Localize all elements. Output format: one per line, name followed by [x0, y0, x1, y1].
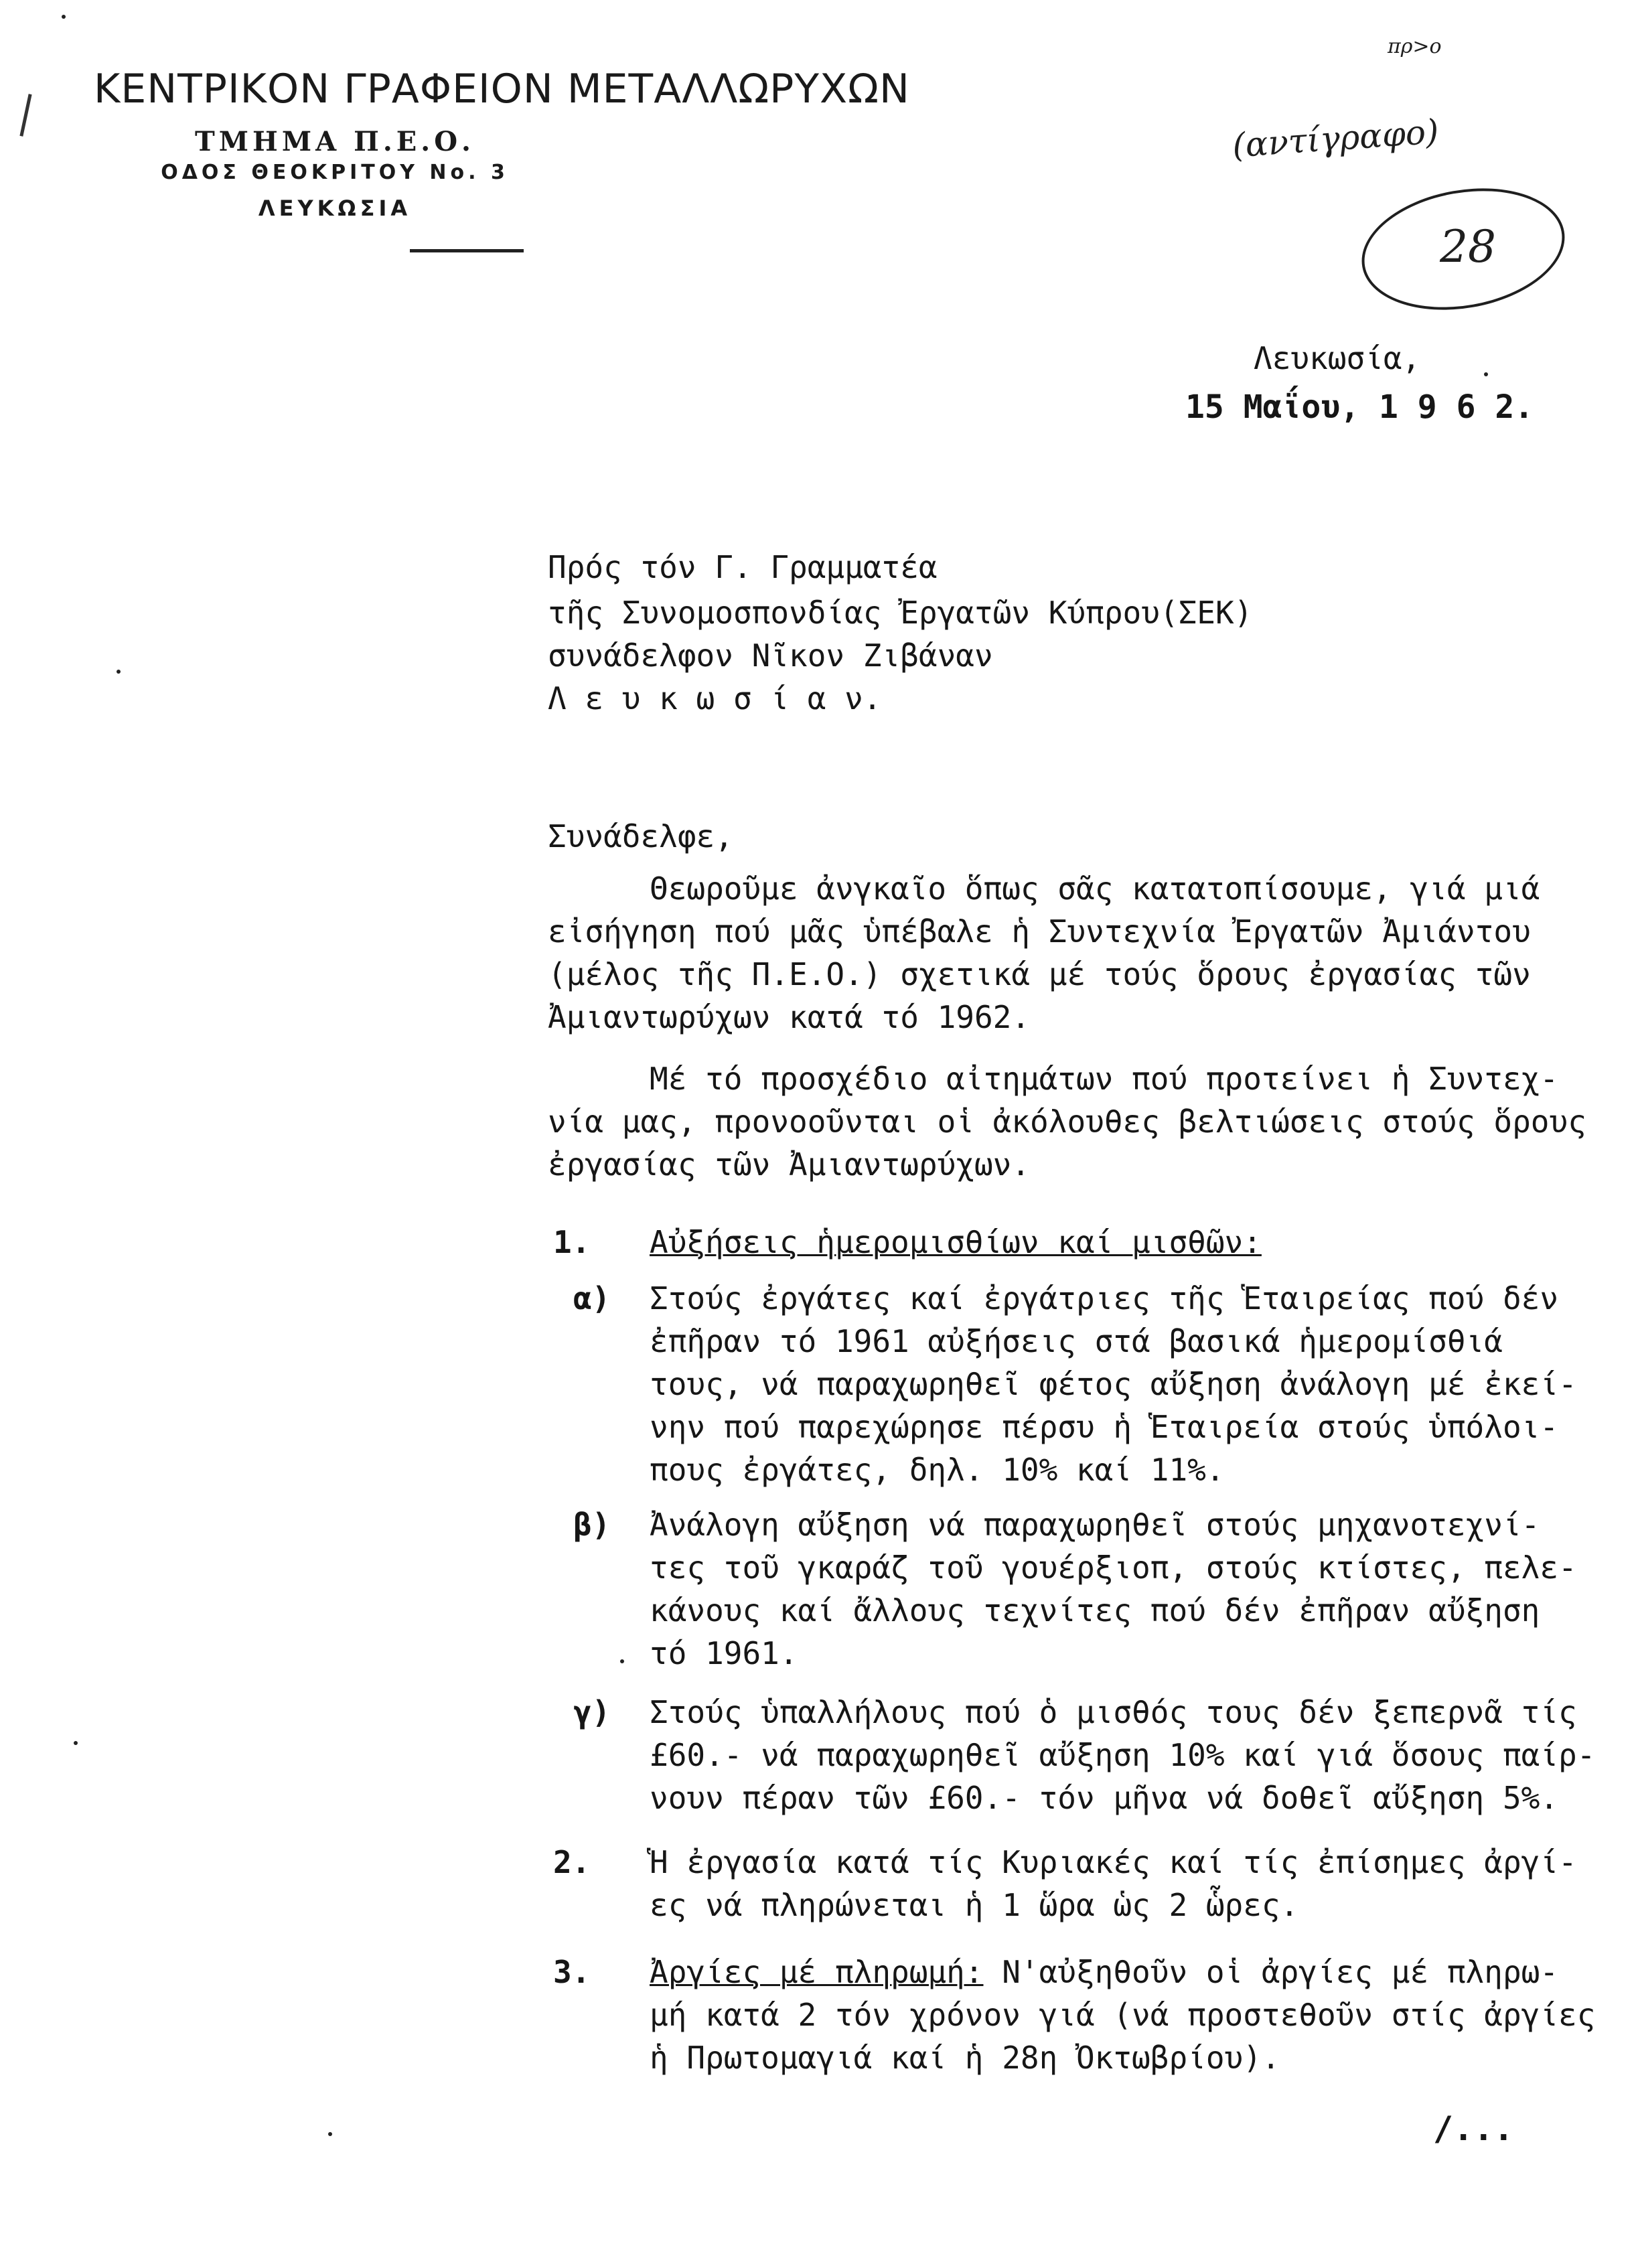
subitem-label: γ) [573, 1694, 611, 1730]
paragraph-line: Θεωροῦμε ἀνγκαῖο ὅπως σᾶς κατατοπίσουμε, γιά μιά [650, 871, 1540, 907]
letterhead-title: ΚΕΝΤΡΙΚΟΝ ΓΡΑΦΕΙΟΝ ΜΕΤΑΛΛΩΡΥΧΩΝ [94, 66, 910, 112]
date-place: Λευκωσία, [1254, 340, 1421, 376]
subitem-line: £60.- νά παραχωρηθεῖ αὔξηση 10% καί γιά ὅσους παίρ- [650, 1737, 1596, 1773]
subitem-line: ἐπῆραν τό 1961 αὐξήσεις στά βασικά ἡμερομίσθιά [650, 1323, 1503, 1359]
speck [328, 2132, 332, 2136]
speck [1484, 372, 1488, 376]
paragraph-line: (μέλος τῆς Π.Ε.Ο.) σχετικά μέ τούς ὅρους ἐργασίας τῶν [548, 956, 1531, 992]
subitem-line: νουν πέραν τῶν £60.- τόν μῆνα νά δοθεῖ αὔξηση 5%. [650, 1780, 1559, 1816]
recipient-line: Λ ε υ κ ω σ ί α ν. [548, 680, 882, 716]
item-number: 2. [553, 1844, 591, 1880]
item-number: 1. [553, 1224, 591, 1260]
item-line: ἡ Πρωτομαγιά καί ἡ 28η Ὀκτωβρίου). [650, 2040, 1280, 2076]
paragraph-line: Ἀμιαντωρύχων κατά τό 1962. [548, 999, 1031, 1035]
item-number: 3. [553, 1954, 591, 1990]
subitem-label: β) [573, 1507, 611, 1543]
item-line: Ἡ ἐργασία κατά τίς Κυριακές καί τίς ἐπίσημες ἀργί- [650, 1844, 1577, 1880]
letterhead-street: ΟΔΟΣ ΘΕΟΚΡΙΤΟΥ Νο. 3 [161, 161, 509, 184]
speck [74, 1741, 78, 1745]
speck [62, 15, 66, 19]
speck [620, 1659, 624, 1663]
subitem-line: τό 1961. [650, 1635, 798, 1671]
paragraph-line: εἰσήγηση πού μᾶς ὑπέβαλε ἡ Συντεχνία Ἐργατῶν Ἀμιάντου [548, 913, 1531, 950]
recipient-line: τῆς Συνομοσπονδίας Ἐργατῶν Κύπρου(ΣΕΚ) [548, 595, 1253, 631]
recipient-line: Πρός τόν Γ. Γραμματέα [548, 549, 938, 585]
item-first-line [650, 1954, 1558, 1990]
reference-number: 28 [1440, 221, 1496, 273]
letterhead-department: ΤΜΗΜΑ Π.Ε.Ο. [195, 126, 475, 157]
subitem-line: τες τοῦ γκαράζ τοῦ γουέρξιοπ, στούς κτίστες, πελε- [650, 1549, 1577, 1586]
handwritten-copy-note: (αντίγραφο) [1231, 112, 1440, 165]
speck [117, 670, 121, 674]
recipient-line: συνάδελφον Νῖκον Ζιβάναν [548, 637, 993, 674]
subitem-line: κάνους καί ἄλλους τεχνίτες πού δέν ἐπῆραν αὔξηση [650, 1592, 1540, 1629]
subitem-label: α) [573, 1280, 611, 1316]
handwritten-top-note: πρ>ο [1388, 35, 1442, 58]
subitem-line: Ἀνάλογη αὔξηση νά παραχωρηθεῖ στούς μηχανοτεχνί- [650, 1507, 1540, 1543]
letterhead-city: ΛΕΥΚΩΣΙΑ [258, 196, 412, 221]
paragraph-line: νία μας, προνοοῦνται οἱ ἀκόλουθες βελτιώσεις στούς ὅρους [548, 1104, 1586, 1140]
item-line: μή κατά 2 τόν χρόνον γιά (νά προστεθοῦν στίς ἀργίες [650, 1997, 1596, 2033]
subitem-line: τους, νά παραχωρηθεῖ φέτος αὔξηση ἀνάλογη μέ ἐκεί- [650, 1366, 1577, 1402]
continuation-mark: /... [1433, 2109, 1514, 2148]
letterhead-divider [410, 249, 524, 252]
paragraph-line: ἐργασίας τῶν Ἀμιαντωρύχων. [548, 1146, 1031, 1183]
subitem-line: Στούς ἐργάτες καί ἐργάτριες τῆς Ἑταιρείας πού δέν [650, 1280, 1559, 1316]
item-line: Ν'αὐξηθοῦν οἱ ἀργίες μέ πληρω- [983, 1954, 1559, 1990]
item-line: ες νά πληρώνεται ἡ 1 ὥρα ὡς 2 ὧρες. [650, 1887, 1299, 1923]
subitem-line: πους ἐργάτες, δηλ. 10% καί 11%. [650, 1452, 1225, 1488]
subitem-line: νην πού παρεχώρησε πέρσυ ἡ Ἑταιρεία στούς ὑπόλοι- [650, 1409, 1559, 1445]
paragraph-line: Μέ τό προσχέδιο αἰτημάτων πού προτείνει ἡ Συντεχ- [650, 1061, 1559, 1097]
salutation: Συνάδελφε, [548, 818, 733, 854]
letter-date: 15 Μαΐου, 1 9 6 2. [1185, 388, 1534, 426]
subitem-line: Στούς ὑπαλλήλους πού ὁ μισθός τους δέν ξεπερνᾶ τίς [650, 1694, 1577, 1730]
item-heading: Ἀργίες μέ πληρωμή: [650, 1954, 984, 1990]
item-heading: Αὐξήσεις ἡμερομισθίων καί μισθῶν: [650, 1224, 1262, 1260]
